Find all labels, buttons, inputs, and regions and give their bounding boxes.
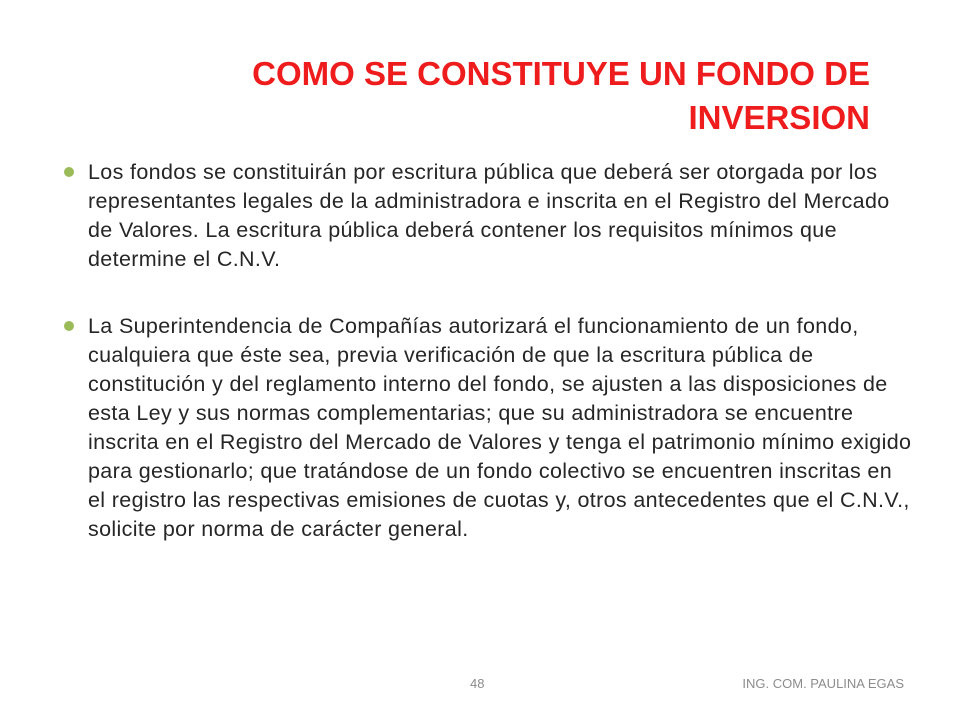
bullet-dot-icon bbox=[64, 321, 74, 331]
slide-title bbox=[190, 52, 870, 140]
bullet-dot-icon bbox=[64, 167, 74, 177]
bullet-item bbox=[62, 312, 912, 544]
page-number: 48 bbox=[470, 676, 485, 691]
footer-author: ING. COM. PAULINA EGAS bbox=[742, 676, 904, 691]
title-line-1: COMO SE CONSTITUYE UN FONDO DE bbox=[252, 55, 870, 92]
bullet-text: Los fondos se constituirán por escritura pública que deberá ser otorgada por los representantes legales de la administradora e inscrita en el Registro del Mercado de Valores. La escritura pública deberá contener los requisitos mínimos que determine el C.N.V. bbox=[88, 160, 890, 271]
title-line-2: INVERSION bbox=[688, 99, 870, 136]
bullet-list bbox=[62, 158, 912, 544]
bullet-item bbox=[62, 158, 912, 274]
bullet-text: La Superintendencia de Compañías autorizará el funcionamiento de un fondo, cualquiera que éste sea, previa verificación de que la escritura pública de constitución y del reglamento interno del fondo, se ajusten a las disposiciones de esta Ley y sus normas complementarias; que su administradora se encuentre inscrita en el Registro del Mercado de Valores y tenga el patrimonio mínimo exigido para gestionarlo; que tratándose de un fondo colectivo se encuentren inscritas en el registro las respectivas emisiones de cuotas y, otros antecedentes que el C.N.V., solicite por norma de carácter general. bbox=[88, 314, 912, 541]
